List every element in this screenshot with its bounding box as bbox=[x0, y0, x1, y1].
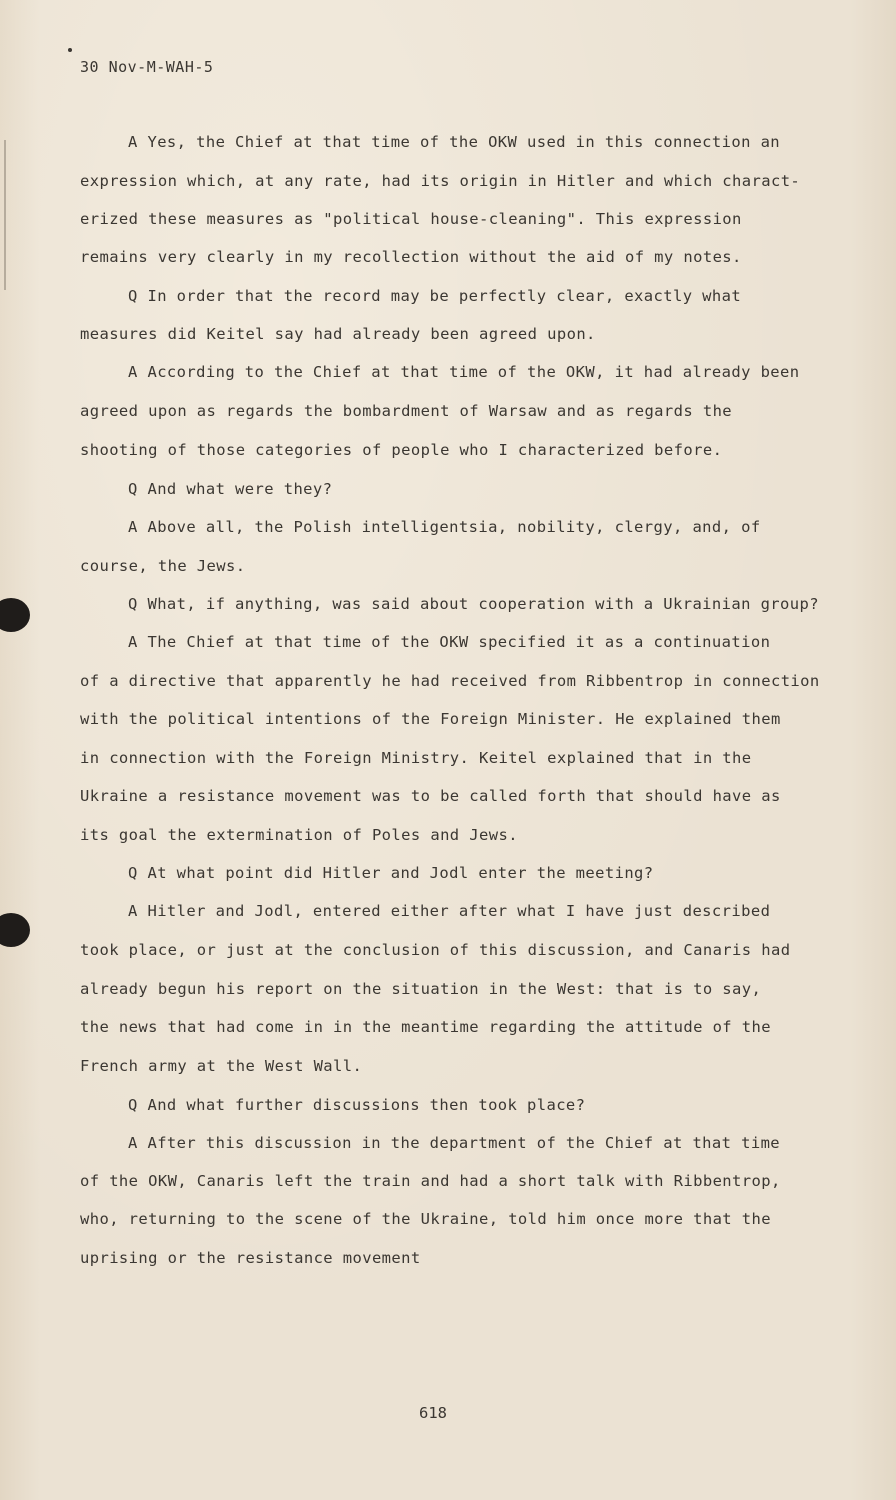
text-line: Q And what were they? bbox=[128, 480, 333, 498]
text-line: remains very clearly in my recollection without the aid of my notes. bbox=[80, 248, 742, 266]
text-line: measures did Keitel say had already been agreed upon. bbox=[80, 325, 596, 343]
text-line: A The Chief at that time of the OKW specified it as a continuation bbox=[128, 633, 771, 651]
text-line: in connection with the Foreign Ministry. Keitel explained that in the bbox=[80, 749, 752, 767]
text-line: agreed upon as regards the bombardment of Warsaw and as regards the bbox=[80, 402, 733, 420]
text-line: Ukraine a resistance movement was to be called forth that should have as bbox=[80, 787, 781, 805]
text-line: erized these measures as "political house-cleaning". This expression bbox=[80, 210, 742, 228]
text-line: of a directive that apparently he had received from Ribbentrop in connection bbox=[80, 672, 820, 690]
text-line: of the OKW, Canaris left the train and had a short talk with Ribbentrop, bbox=[80, 1172, 781, 1190]
punch-hole-top bbox=[0, 598, 30, 632]
text-line: already begun his report on the situation in the West: that is to say, bbox=[80, 980, 762, 998]
text-line: uprising or the resistance movement bbox=[80, 1249, 421, 1267]
document-reference: 30 Nov-M-WAH-5 bbox=[80, 58, 214, 76]
text-line: A Above all, the Polish intelligentsia, nobility, clergy, and, of bbox=[128, 518, 761, 536]
text-line: A According to the Chief at that time of the OKW, it had already been bbox=[128, 363, 800, 381]
text-line: expression which, at any rate, had its origin in Hitler and which charact- bbox=[80, 172, 801, 190]
text-line: its goal the extermination of Poles and Jews. bbox=[80, 826, 518, 844]
text-line: Q What, if anything, was said about cooperation with a Ukrainian group? bbox=[128, 595, 819, 613]
text-line: shooting of those categories of people who I characterized before. bbox=[80, 441, 723, 459]
text-line: who, returning to the scene of the Ukraine, told him once more that the bbox=[80, 1210, 771, 1228]
text-line: took place, or just at the conclusion of this discussion, and Canaris had bbox=[80, 941, 791, 959]
text-line: Q At what point did Hitler and Jodl enter the meeting? bbox=[128, 864, 654, 882]
text-line: with the political intentions of the Foreign Minister. He explained them bbox=[80, 710, 781, 728]
text-line: course, the Jews. bbox=[80, 557, 246, 575]
margin-dot bbox=[68, 48, 72, 52]
paper-edge-mark bbox=[4, 140, 6, 290]
text-line: A After this discussion in the department of the Chief at that time bbox=[128, 1134, 781, 1152]
text-line: Q And what further discussions then took place? bbox=[128, 1096, 586, 1114]
text-line: A Yes, the Chief at that time of the OKW used in this connection an bbox=[128, 133, 781, 151]
punch-hole-bottom bbox=[0, 913, 30, 947]
text-line: Q In order that the record may be perfectly clear, exactly what bbox=[128, 287, 742, 305]
text-line: A Hitler and Jodl, entered either after what I have just described bbox=[128, 902, 771, 920]
page-number: 618 bbox=[419, 1404, 447, 1422]
text-line: the news that had come in in the meantime regarding the attitude of the bbox=[80, 1018, 771, 1036]
text-line: French army at the West Wall. bbox=[80, 1057, 363, 1075]
